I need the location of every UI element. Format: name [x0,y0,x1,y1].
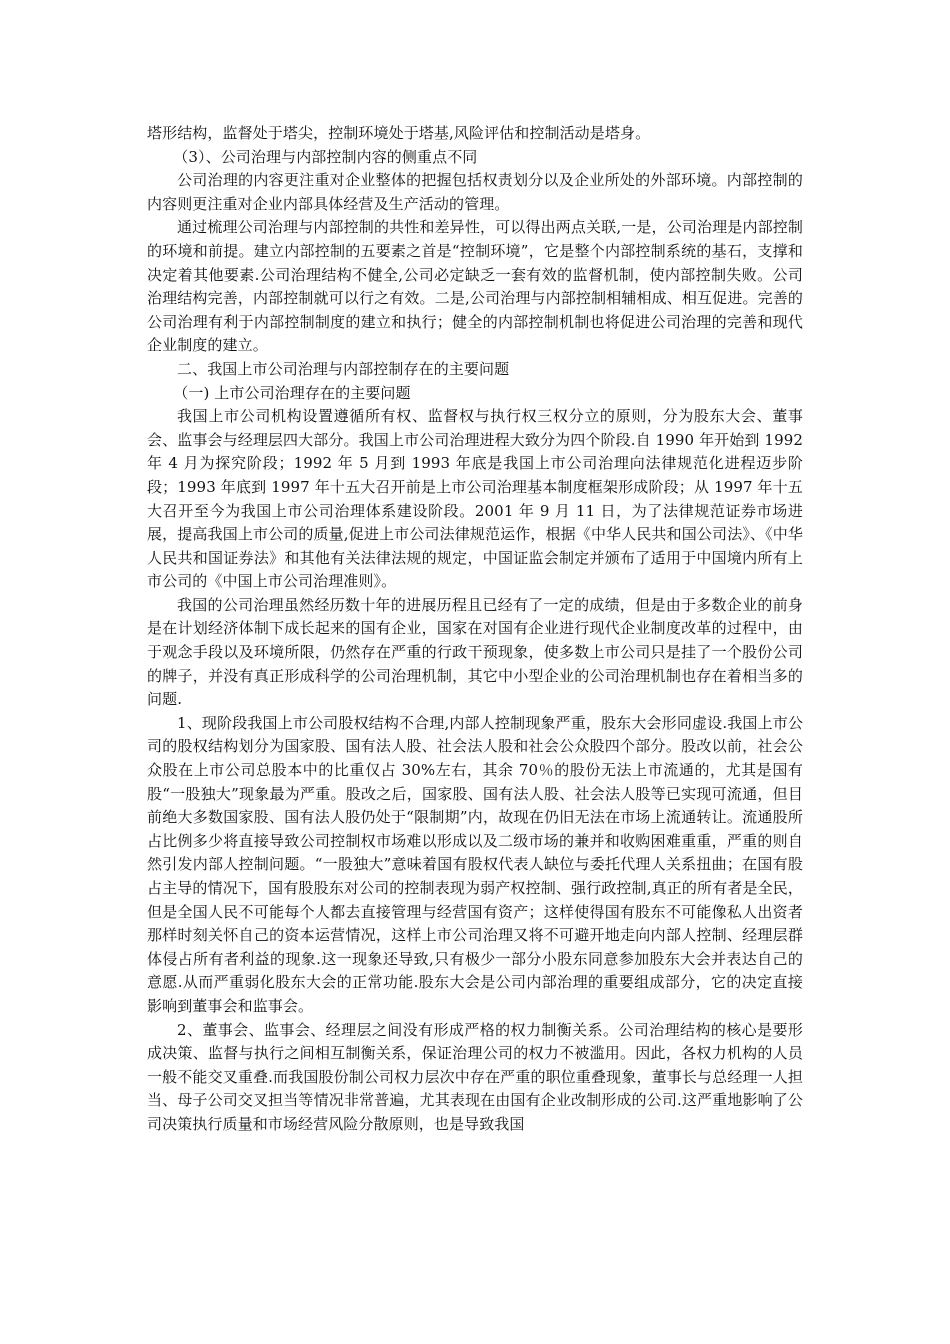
section-heading-main-problems: 二、我国上市公司治理与内部控制存在的主要问题 [177,359,510,378]
paragraph-ownership-structure: 1、现阶段我国上市公司股权结构不合理,内部人控制现象严重，股东大会形同虚设.我国上市公司的股权结构划分为国家股、国有法人股、社会法人股和社会公众股四个部分。股改以前，社会公众股在上市公司总股本中的比重仅占 30%左右，其余 70％的股份无法上市流通的，尤其是国有股“一股独大”现象最为严重。股改之后，国家股、国有法人股、社会法人股等已实现可流通，但目前绝大多数国家股、国有法人股仍处于“限制期”内，故现在仍旧无法在市场上流通转让。流通股所占比例多少将直接导致公司控制权市场难以形成以及二级市场的兼并和收购困难重重，严重的则自然引发内部人控制问题。“一股独大”意味着国有股权代表人缺位与委托代理人关系扭曲；在国有股占主导的情况下，国有股股东对公司的控制表现为弱产权控制、强行政控制,真正的所有者是全民，但是全国人民不可能每个人都去直接管理与经营国有资产；这样使得国有股东不可能像私人出资者那样时刻关怀自己的资本运营情况，这样上市公司治理又将不可避开地走向内部人控制、经理层群体侵占所有者利益的现象.这一现象还导致,只有极少一部分小股东同意参加股东大会并表达自己的意愿.从而严重弱化股东大会的正常功能.股东大会是公司内部治理的重要组成部分，它的决定直接影响到董事会和监事会。 [147,713,803,1015]
paragraph-relationship: 通过梳理公司治理与内部控制的共性和差异性，可以得出两点关联,一是，公司治理是内部控制的环境和前提。建立内部控制的五要素之首是“控制环境”，它是整个内部控制系统的基石，支撑和决定着其他要素.公司治理结构不健全,公司必定缺乏一套有效的监督机制，使内部控制失败。公司治理结构完善，内部控制就可以行之有效。二是,公司治理与内部控制相辅相成、相互促进。完善的公司治理有利于内部控制制度的建立和执行；健全的内部控制机制也将促进公司治理的完善和现代企业制度的建立。 [147,218,803,355]
paragraph-power-balance: 2、董事会、监事会、经理层之间没有形成严格的权力制衡关系。公司治理结构的核心是要形成决策、监督与执行之间相互制衡关系，保证治理公司的权力不被滥用。因此，各权力机构的人员一般不能交叉重叠.而我国股份制公司权力层次中存在严重的职位重叠现象，董事长与总经理一人担当、母子公司交叉担当等情况非常普遍，尤其表现在由国有企业改制形成的公司.这严重地影响了公司决策执行质量和市场经营风险分散原则，也是导致我国 [147,1020,803,1133]
paragraph-continuation: 塔形结构，监督处于塔尖，控制环境处于塔基,风险评估和控制活动是塔身。 [147,124,651,142]
subheading-governance-problems: （一) 上市公司治理存在的主要问题 [173,383,411,402]
paragraph-governance-history: 我国上市公司机构设置遵循所有权、监督权与执行权三权分立的原则，分为股东大会、董事会、监事会与经理层四大部分。我国上市公司治理进程大致分为四个阶段.自 1990 年开始到 1992 年 4 月为探究阶段；1992 年 5 月到 1993 年底是我国上市公司治理向法律规范化进程迈步阶段；1993 年底到 1997 年十五大召开前是上市公司治理基本制度框架形成阶段；从 1997 年十五大召开至今为我国上市公司治理体系建设阶段。2001 年 9 月 11 日，为了法律规范证券市场进展，提高我国上市公司的质量,促进上市公司法律规范运作，根据《中华人民共和国公司法》、《中华人民共和国证券法》和其他有关法律法规的规定，中国证监会制定并颁布了适用于中国境内所有上市公司的《中国上市公司治理准则》。 [147,407,803,591]
document-body [147,122,803,1137]
subheading-content-focus: （3）、公司治理与内部控制内容的侧重点不同 [173,147,478,166]
paragraph-governance-issues: 我国的公司治理虽然经历数十年的进展历程且已经有了一定的成绩，但是由于多数企业的前身是在计划经济体制下成长起来的国有企业，国家在对国有企业进行现代企业制度改革的过程中，由于观念手段以及环境所限，仍然存在严重的行政干预现象，使多数上市公司只是挂了一个股份公司的牌子，并没有真正形成科学的公司治理机制，其它中小型企业的公司治理机制也存在着相当多的问题. [147,595,803,709]
paragraph-content-focus: 公司治理的内容更注重对企业整体的把握包括权责划分以及企业所处的外部环境。内部控制的内容则更注重对企业内部具体经营及生产活动的管理。 [147,171,803,213]
